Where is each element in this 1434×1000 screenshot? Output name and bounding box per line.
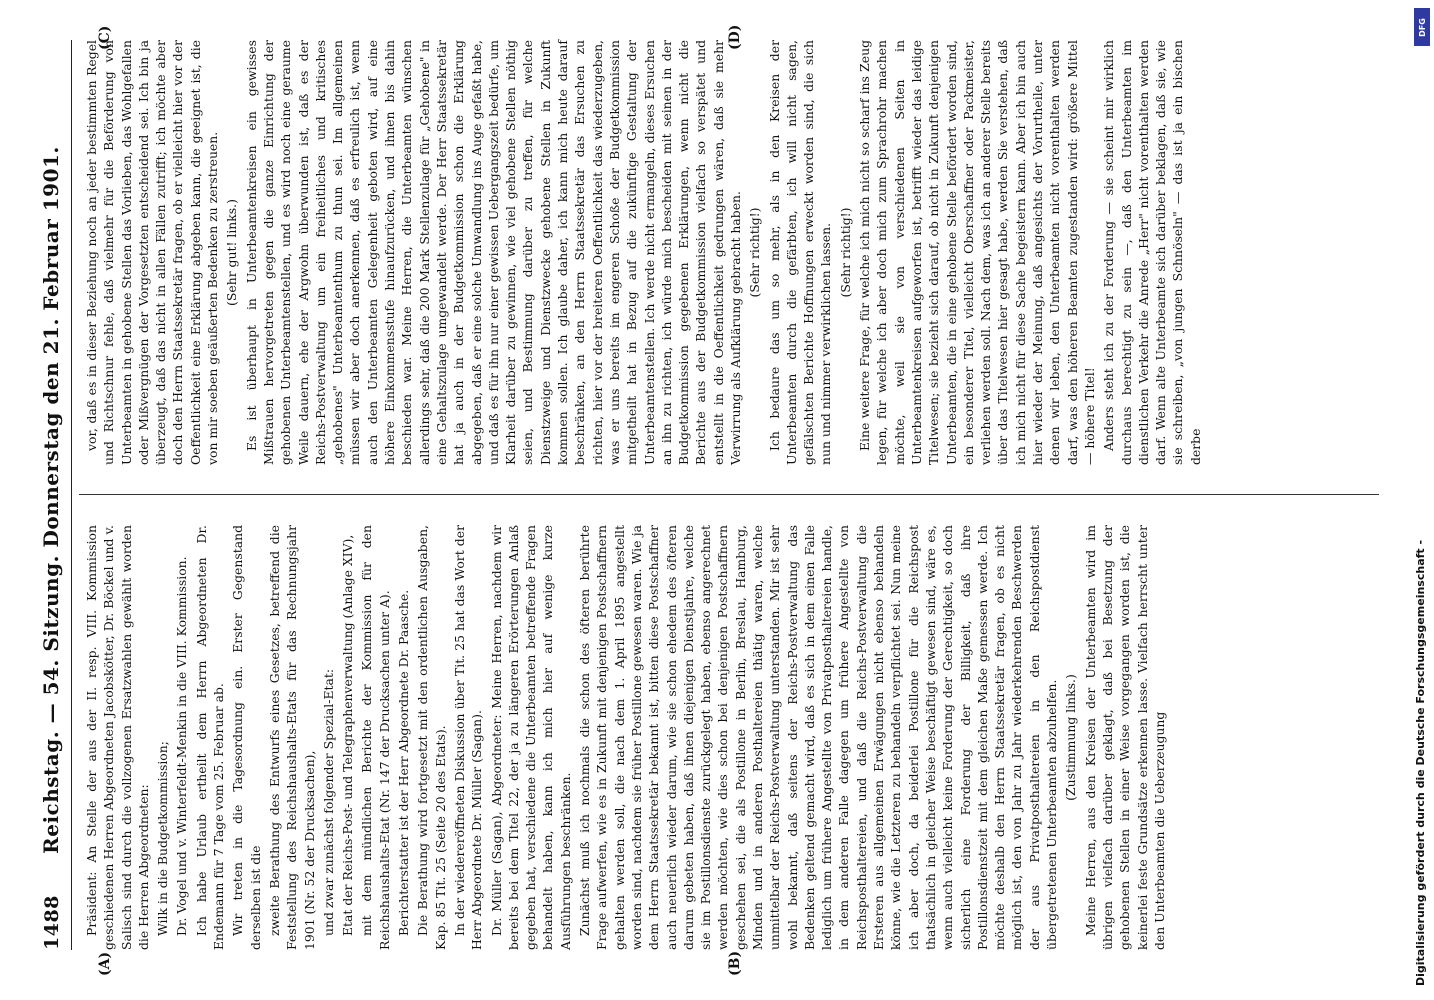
rotated-page-content — [27, 20, 1407, 980]
paragraph: Ich bedaure das um so mehr, als in den Kreisen der Unterbeamten durch die gefärbten, ich will nicht sagen, gefälschten Berichte Hoffnungen erweckt worden sind, die sich nun und nimmer verwirklichen lassen. — [766, 40, 834, 465]
page-header — [27, 20, 75, 980]
paragraph: Ich habe Urlaub ertheilt dem Herrn Abgeordneten Dr. Endemann für 7 Tage vom 25. Februar ab. — [193, 525, 227, 950]
paragraph: Berichterstatter ist der Herr Abgeordnete Dr. Paasche. — [396, 589, 412, 936]
paragraph: Etat der Reichs-Post- und Telegraphenverwaltung (Anlage XIV), — [340, 534, 356, 936]
paragraph: mit dem mündlichen Berichte der Kommission für den Reichshaushalts-Etat (Nr. 147 der Drucksachen unter A). — [359, 525, 392, 950]
digitization-credit — [1412, 8, 1432, 998]
margin-marker-c: (C) — [97, 25, 113, 50]
margin-marker-d: (D) — [727, 24, 743, 50]
paragraph: Eine weitere Frage, für welche ich mich nicht so scharf ins Zeug legen, für welche ich aber doch mich zum Sprachrohr machen möchte, weil sie von verschiedenen Seiten in Unterbeamtenkreisen aufgeworfen ist, betrifft wieder das leidige Titelwesen; sie bezieht sich darauf, ob nicht in Zukunft denjenigen Unterbeamten, die in eine gehobene Stelle befördert worden sind, ein besonderer Titel, vielleicht Oberschaffner oder Packmeister, verliehen werden soll. Nach dem, was ich an anderer Stelle bereits über das Titelwesen hier gesagt habe, werden Sie verstehen, daß ich mich nicht für diese Sache begeistern kann. Aber ich bin auch hier wieder der Meinung, daß angesichts der Vorurtheile, unter denen wir leben, den Unterbeamten nicht vorenthalten werden darf, was den höheren Beamten zugestanden wird: größere Mittel — höhere Titel! — [857, 40, 1097, 465]
paragraph: Anders steht ich zu der Forderung — sie scheint mir wirklich durchaus berechtigt zu sein —, daß den Unterbeamten im dienstlichen Verkehr die Anrede „Herr" nicht vorenthalten werden darf. Wenn alte Unterbeamte sich darüber beklagen, daß sie, wie sie schreiben, „von jungen Schnöseln" — das ist ja ein bischen derbe — [1101, 40, 1203, 465]
header-rule — [71, 40, 72, 950]
page-title: Reichstag. — 54. Sitzung. Donnerstag den 21. Februar 1901. — [39, 146, 63, 854]
right-text-column — [83, 40, 1206, 465]
paragraph: Meine Herren, aus den Kreisen der Unterbeamten wird im übrigen vielfach darüber geklagt, daß bei Besetzung der gehobenen Stellen in einer Weise vorgegangen worden ist, die keinerlei feste Grundsätze erkennen lasse. Vielfach herrscht unter den Unterbeamten die Ueberzeugung — [1082, 525, 1167, 950]
left-text-column — [83, 525, 1170, 950]
paragraph: Es ist überhaupt in Unterbeamtenkreisen ein gewisses Mißtrauen hervorgetreten gegen die ganze Einrichtung der gehobenen Unterbeamtenstellen, und es wird noch eine geraume Weile dauern, ehe der Argwohn überwunden ist, daß es der Reichs-Postverwaltung um ein freiheitliches und kritisches „gehobenes" Unterbeamtenthum zu thun sei. Im allgemeinen müssen wir aber doch anerkennen, daß es erfreulich ist, wenn auch den Unterbeamten Gelegenheit geboten wird, auf eine höhere Einkommensstufe hinaufzurücken, und ihnen bis dahin beschieden war. Meine Herren, die Unterbeamten wünschen allerdings sehr, daß die 200 Mark Stellenzulage für „Gehobene" in eine Gehaltszulage umgewandelt werde. Der Herr Staatssekretär hat ja auch in der Budgetkommission schon die Erklärung abgegeben, daß er eine solche Umwandlung ins Auge gefaßt habe, und daß es für ihn nur einer gewissen Uebergangszeit bedürfe, um Klarheit darüber zu gewinnen, wie viel gehobene Stellen nöthig seien, und Bestimmung darüber zu treffen, für welche Dienstzweige und Dienstzwecke gehobene Stellen in Zukunft kommen sollen. Ich glaube daher, ich kann mich heute darauf beschränken, an den Herrn Staatssekretär das Ersuchen zu richten, hier vor der breiteren Oeffentlichkeit das wiederzugeben, was er uns bereits im engeren Schoße der Budgetkommission mitgetheilt hat in Bezug auf die zukünftige Gestaltung der Unterbeamtenstellen. Ich werde nicht ermangeln, dieses Ersuchen an ihn zu richten, ich würde mich bescheiden mit seinen in der Budgetkommission gegebenen Erklärungen, wenn nicht die Berichte aus der Budgetkommission vielfach so verspätet und entstellt in die Oeffentlichkeit gedrungen wären, daß sie mehr Verwirrung als Aufklärung gebracht haben. — [243, 40, 743, 465]
paragraph: (Sehr gut! links.) — [224, 199, 240, 306]
paragraph: Wilk in die Budgetkommission; — [155, 741, 171, 936]
paragraph: zweite Berathung des Entwurfs eines Gesetzes, betreffend die Feststellung des Reichshaushalts-Etats für das Rechnungsjahr 1901 (Nr. 52 der Drucksachen), — [266, 525, 317, 950]
dfg-logo — [1414, 8, 1430, 46]
paragraph: Zunächst muß ich nochmals die schon des öfteren berührte Frage aufwerfen, wie es in Zukunft mit denjenigen Postschaffnern gehalten werden soll, die nach dem 1. April 1895 angestellt worden sind, nachdem sie früher Postillone gewesen waren. Wie ja dem Herrn Staatssekretär bekannt ist, bitten diese Postschaffner auch neuerlich wieder darum, wie sie schon ehedem des öfteren darum gebeten haben, daß ihnen diejenigen Dienstjahre, welche sie im Postillonsdienste zurückgelegt haben, ebenso angerechnet werden möchten, wie dies schon bei denjenigen Postschaffnern geschehen sei, die als Postillone in Berlin, Breslau, Hamburg, Minden und in anderen Posthaltereien thätig waren, welche unmittelbar der Reichs-Postverwaltung unterstanden. Mir ist sehr wohl bekannt, daß seitens der Reichs-Postverwaltung das Bedenken geltend gemacht wird, daß es sich in dem einen Falle lediglich um frühere Angestellte von Privatposthaltereien handle, in dem anderen Falle dagegen um frühere Angestellte von Reichsposthaltereien, und daß die Reichs-Postverwaltung die Ersteren aus allgemeinen Erwägungen nicht ebenso behandeln könne, wie die Letzteren zu behandeln verpflichtet sei. Nun meine ich aber doch, da beiderlei Postillone für die Reichspost thatsächlich in gleicher Weise beschäftigt gewesen sind, wäre es, wenn auch vielleicht keine Forderung der Gerechtigkeit, so doch sicherlich eine Forderung der Billigkeit, daß ihre Postillonsdienstzeit mit dem gleichen Maße gemessen werde. Ich möchte deshalb den Herrn Staatssekretär fragen, ob es nicht möglich ist, den von Jahr zu Jahr wiederkehrenden Beschwerden der aus Privatposthaltereien in den Reichspostdienst übergetretenen Unterbeamten abzuhelfen. — [577, 525, 1060, 950]
paragraph: vor, daß es in dieser Beziehung noch an jeder bestimmten Regel und Richtschnur fehle, daß vielmehr für die Beförderung von Unterbeamten in gehobene Stellen das Vorlieben, das Wohlgefallen oder Mißvergnügen der Vorgesetzten entscheidend sei. Ich bin ja überzeugt, daß das nicht in allen Fällen zutrifft; ich möchte aber doch den Herrn Staatssekretär fragen, ob er vielleicht hier vor der Oeffentlichkeit eine Erklärung abgeben kann, die geeignet ist, die von mir soeben geäußerten Bedenken zu zerstreuen. — [84, 40, 221, 465]
paragraph: Wir treten in die Tagesordnung ein. Erster Gegenstand derselben ist die — [230, 525, 263, 950]
column-divider — [79, 494, 1379, 495]
paragraph: Dr. Vogel und v. Winterfeldt-Menkin in die VIII. Kommission. — [174, 556, 190, 936]
paragraph: Dr. Müller (Sagan), Abgeordneter: Meine Herren, nachdem wir bereits bei dem Titel 22, der ja zu längeren Erörterungen Anlaß gegeben hat, verschiedene die Unterbeamten betreffende Fragen behandelt haben, kann ich mich hier auf wenige kurze Ausführungen beschränken. — [488, 525, 573, 950]
paragraph: (Sehr richtig!) — [837, 207, 853, 298]
paragraph: (Zustimmung links.) — [1063, 674, 1079, 801]
page-number: 1488 — [41, 895, 63, 950]
credit-text: Digitalisierung gefördert durch die Deutsche Forschungsgemeinschaft - — [1414, 539, 1427, 986]
paragraph: In der wiedereröffneten Diskussion über Tit. 25 hat das Wort der Herr Abgeordnete Dr. Müller (Sagan). — [451, 525, 485, 950]
paragraph: Die Berathung wird fortgesetzt mit den ordentlichen Ausgaben, Kap. 85 Tit. 25 (Seite 20 des Etats). — [415, 525, 448, 950]
paragraph: und zwar zunächst folgender Spezial-Etat: — [320, 668, 336, 936]
margin-marker-a: (A) — [97, 951, 113, 976]
margin-marker-b: (B) — [727, 950, 743, 976]
paragraph: (Sehr richtig!) — [747, 207, 763, 298]
dfg-logo-label: DFG — [1417, 17, 1427, 37]
paragraph: Präsident: An Stelle der aus der II. resp. VIII. Kommission geschiedenen Herren Abgeordneten Jacobskötter, Dr. Böckel und v. Salisch sind durch die vollzogenen Ersatzwahlen gewählt worden die Herren Abgeordneten: — [84, 525, 151, 950]
